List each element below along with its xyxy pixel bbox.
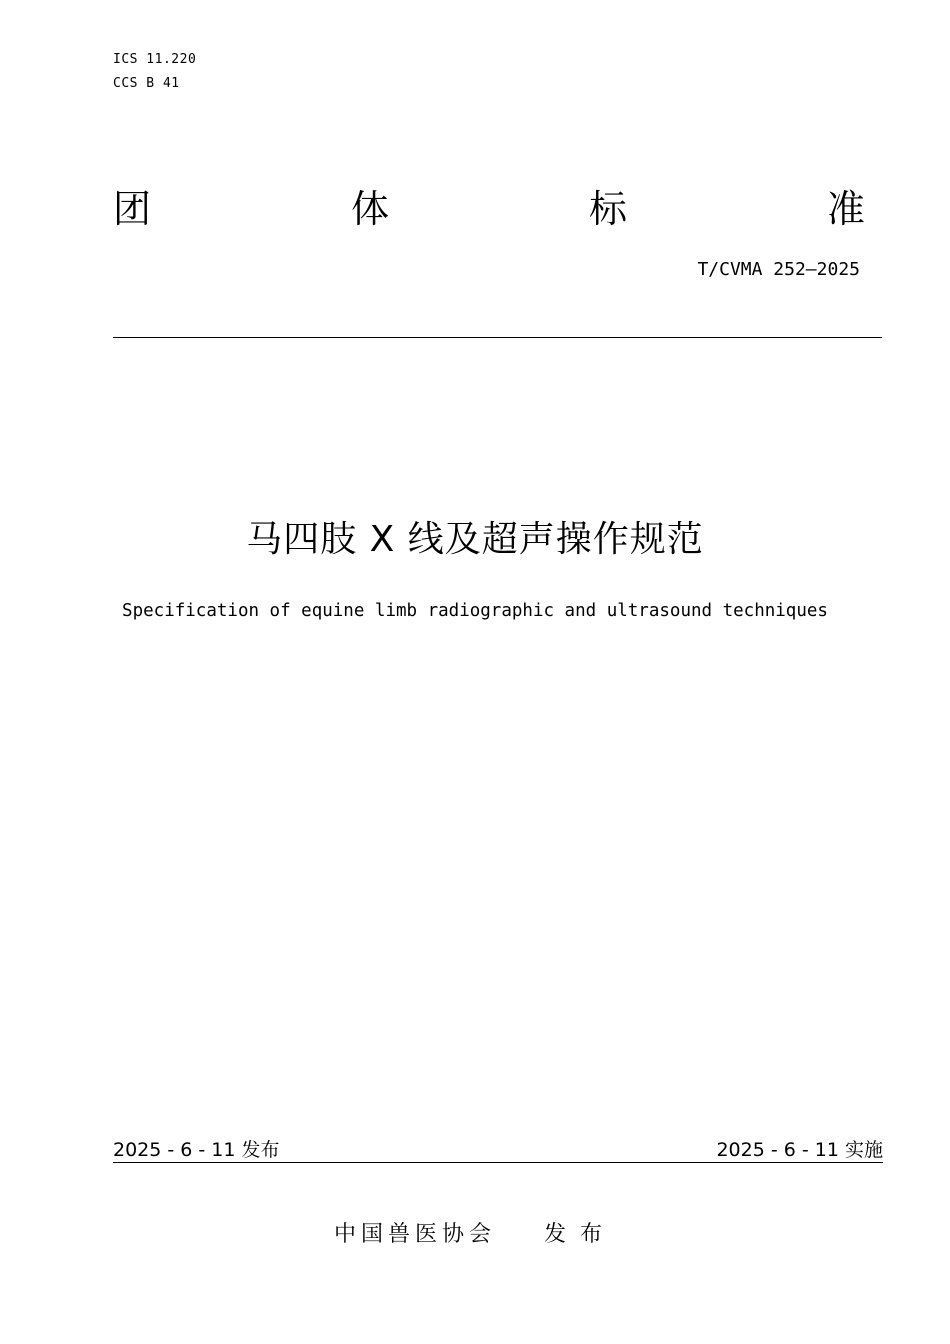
standard-type-char: 体 [350,187,389,231]
document-title-chinese: 马四肢 X 线及超声操作规范 [246,519,704,560]
classification-codes [113,48,196,96]
publish-date: 2025 - 6 - 11 发布 [113,1139,280,1161]
standard-type-char: 准 [826,187,865,231]
header-divider [113,337,882,338]
ics-code: ICS 11.220 [113,52,197,67]
document-title-english: Specification of equine limb radiographic and ultrasound techniques [122,601,828,621]
ccs-code: CCS B 41 [113,76,180,91]
publisher-line [0,1220,950,1250]
standard-number: T/CVMA 252—2025 [697,259,860,280]
standard-type-char: 标 [588,187,627,231]
publisher-action: 发布 [544,1222,617,1247]
publisher-organization: 中国兽医协会 [333,1222,496,1247]
effective-date: 2025 - 6 - 11 实施 [716,1139,883,1161]
dates-row [113,1137,883,1163]
footer-divider [113,1162,883,1163]
standard-type-char: 团 [113,187,152,231]
standard-type-heading [113,185,865,233]
